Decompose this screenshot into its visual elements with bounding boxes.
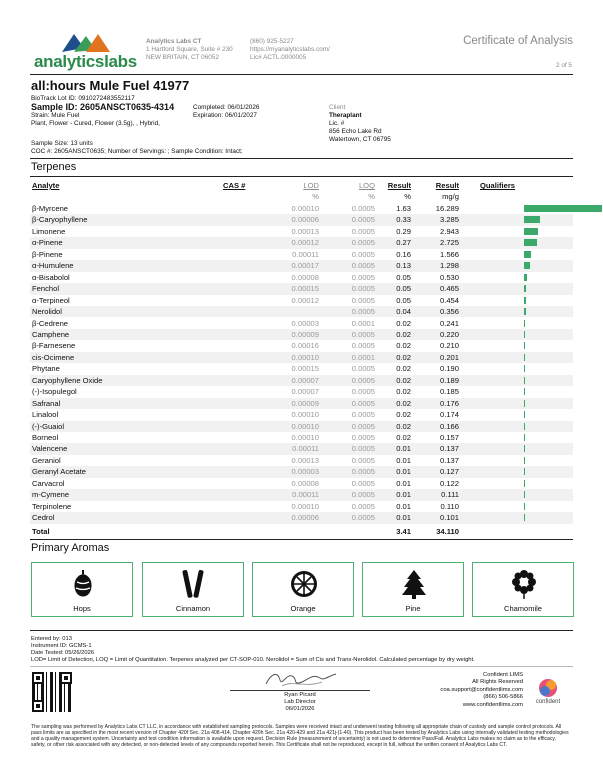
qualifier-bar: [524, 228, 538, 235]
loq-value: 0.0005: [351, 478, 375, 488]
aroma-card-orange: [252, 562, 354, 617]
total-mg: 34.110: [436, 527, 459, 536]
analyte-name: α-Pinene: [32, 238, 63, 248]
loq-value: 0.0005: [351, 272, 375, 282]
document-title: Certificate of Analysis: [463, 35, 573, 47]
qualifier-bar: [524, 239, 537, 246]
lod-value: 0.00016: [291, 341, 319, 351]
aromas-section-title: Primary Aromas: [31, 542, 110, 554]
analyte-name: β-Myrcene: [32, 204, 69, 213]
lod-value: 0.00010: [291, 501, 319, 511]
result-mg: 16.289: [435, 204, 459, 213]
result-mg: 0.174: [439, 410, 459, 420]
result-pct: 0.02: [396, 375, 411, 385]
client-label: Client: [329, 104, 346, 111]
analyte-name: Cedrol: [32, 513, 55, 523]
qualifier-bar: [524, 308, 526, 315]
qualifier-bar: [524, 480, 525, 487]
client-license: Lic. #: [329, 120, 345, 127]
hops-icon: [68, 568, 98, 600]
analyte-name: α-Humulene: [32, 261, 74, 271]
lod-value: 0.00013: [291, 226, 319, 236]
terpenes-table-header: [30, 181, 573, 203]
result-pct: 0.02: [396, 318, 411, 328]
lod-value: 0.00007: [291, 387, 319, 397]
lod-value: 0.00017: [291, 261, 319, 271]
analyte-name: Geraniol: [32, 455, 61, 465]
lod-value: 0.00009: [291, 398, 319, 408]
result-mg: 1.298: [439, 261, 459, 271]
table-row: [30, 295, 573, 306]
col-lod: LOD: [303, 181, 319, 190]
table-row: [30, 318, 573, 329]
table-row: [30, 432, 573, 443]
lab-address-line1: 1 Hartford Square, Suite # 230: [146, 46, 233, 53]
unit-result-pct: %: [404, 192, 411, 201]
lims-name: Confident LIMS: [483, 672, 523, 678]
cinnamon-icon: [179, 568, 209, 600]
lab-phone: (860) 925-5227: [250, 38, 294, 45]
result-mg: 0.189: [439, 375, 459, 385]
lod-value: 0.00015: [291, 284, 319, 294]
qualifier-bar: [524, 342, 525, 349]
analyte-name: Phytane: [32, 364, 60, 374]
aroma-card-chamomile: [472, 562, 574, 617]
analyte-name: Valencene: [32, 444, 68, 454]
table-row: [30, 386, 573, 397]
disclaimer: The sampling was performed by Analytics Labs CT LLC, in accordance with established sampling protocols. Samples were received intact and underwent testing following all appropriate chain of custody and sample control protocols. All pass limits are as specified in the most recent version of Chapter 420f Sec. 21a 408-414, Chapter 420h Sec. 21a 420-429 and 21a 421j-(1-40). This product has been tested by Analytics Labs using internally validated testing methodologies and a quality management system. Uncertainty and test condition information is available upon request. Decision Rule (measurement of uncertainty) is not used to determine Pass/Fail. Analytics Labs makes no claim as to the efficacy, safety, or other risk associated with any detected, or non-detected levels of any compounds reported herein. This Certificate shall not be reproduced, except in full, without the written consent of Analytics Labs CT.: [31, 724, 569, 748]
analyte-name: (-)-Isopulegol: [32, 387, 77, 397]
lod-value: 0.00013: [291, 455, 319, 465]
result-pct: 0.01: [396, 478, 411, 488]
qualifier-bar: [524, 320, 525, 327]
result-pct: 0.01: [396, 444, 411, 454]
result-mg: 0.210: [439, 341, 459, 351]
lab-name: Analytics Labs CT: [146, 38, 202, 45]
loq-value: 0.0005: [351, 410, 375, 420]
lod-value: 0.00011: [292, 490, 319, 500]
result-pct: 1.63: [396, 204, 411, 213]
table-row: [30, 249, 573, 260]
result-mg: 1.566: [439, 249, 459, 259]
result-mg: 0.127: [439, 467, 459, 477]
table-row: [30, 306, 573, 317]
result-mg: 0.137: [439, 455, 459, 465]
table-row: [30, 214, 573, 225]
result-mg: 2.943: [439, 226, 459, 236]
qualifier-bar: [524, 445, 525, 452]
unit-lod: %: [312, 192, 319, 201]
col-qualifiers: Qualifiers: [480, 181, 516, 190]
table-row: [30, 283, 573, 294]
table-row: [30, 340, 573, 351]
table-row: [30, 352, 573, 363]
result-mg: 0.454: [439, 295, 459, 305]
result-pct: 0.02: [396, 364, 411, 374]
result-pct: 0.04: [396, 307, 411, 317]
loq-value: 0.0005: [351, 467, 375, 477]
analyte-name: Nerolidol: [32, 307, 62, 317]
table-row: [30, 466, 573, 477]
lod-value: 0.00010: [291, 204, 319, 213]
aroma-label-hops: Hops: [73, 604, 91, 613]
aroma-label-chamomile: Chamomile: [504, 604, 542, 613]
lod-value: 0.00007: [291, 375, 319, 385]
qualifier-bar: [524, 216, 540, 223]
lod-value: 0.00011: [292, 249, 319, 259]
result-pct: 0.13: [396, 261, 411, 271]
loq-value: 0.0005: [351, 226, 375, 236]
loq-value: 0.0005: [351, 501, 375, 511]
loq-value: 0.0005: [351, 513, 375, 523]
result-mg: 0.356: [439, 307, 459, 317]
lab-address-line2: NEW BRITAIN, CT 06052: [146, 54, 219, 61]
table-row: [30, 478, 573, 489]
loq-value: 0.0005: [351, 455, 375, 465]
analyte-name: Caryophyllene Oxide: [32, 375, 103, 385]
lod-value: 0.00011: [292, 444, 319, 454]
lod-value: 0.00015: [291, 364, 319, 374]
result-pct: 0.02: [396, 352, 411, 362]
loq-value: 0.0005: [351, 364, 375, 374]
loq-value: 0.0005: [351, 341, 375, 351]
result-mg: 0.110: [440, 501, 459, 511]
result-mg: 0.176: [439, 398, 459, 408]
lod-value: 0.00006: [291, 215, 319, 225]
total-label: Total: [32, 527, 50, 536]
result-mg: 0.166: [439, 421, 459, 431]
loq-value: 0.0005: [351, 433, 375, 442]
result-pct: 0.02: [396, 410, 411, 420]
lims-email[interactable]: coa.support@confidentlims.com: [440, 686, 523, 693]
result-pct: 0.01: [396, 513, 411, 523]
qualifier-bar: [524, 285, 526, 292]
qualifier-bar: [524, 274, 527, 281]
lab-website[interactable]: https://myanalyticslabs.com/: [250, 46, 330, 53]
table-row: [30, 237, 573, 248]
signer-date: 06/01/2026: [285, 705, 315, 712]
confident-logo-icon: [538, 678, 558, 698]
col-result-pct: Result: [387, 181, 411, 190]
page-number: 2 of 5: [556, 62, 572, 69]
pine-icon: [399, 568, 429, 600]
loq-value: 0.0005: [351, 238, 375, 248]
result-pct: 0.02: [396, 329, 411, 339]
result-pct: 0.02: [396, 433, 411, 442]
lod-value: 0.00010: [291, 410, 319, 420]
qualifier-bar: [524, 297, 526, 304]
loq-value: 0.0005: [351, 387, 375, 397]
result-pct: 0.02: [396, 387, 411, 397]
lod-value: 0.00006: [291, 513, 319, 523]
loq-value: 0.0005: [351, 421, 375, 431]
qualifier-bar: [524, 251, 531, 258]
terpenes-total-row: [30, 526, 573, 538]
unit-loq: %: [368, 192, 375, 201]
analyte-name: Carvacrol: [32, 478, 65, 488]
result-pct: 0.01: [396, 501, 411, 511]
date-tested: Date Tested: 05/26/2026: [31, 650, 95, 656]
total-pct: 3.41: [396, 527, 411, 536]
result-pct: 0.02: [396, 421, 411, 431]
result-pct: 0.01: [396, 467, 411, 477]
col-analyte: Analyte: [32, 181, 60, 190]
result-pct: 0.27: [396, 238, 411, 248]
orange-icon: [289, 568, 319, 600]
lod-note: LOD= Limit of Detection, LOQ = Limit of Quantitation. Terpenes analyzed per CT-SOP-010. Nerolidol = Sum of Cis and Trans-Nerolidol. Calculated percentage by dry weight.: [31, 657, 475, 663]
analyte-name: β-Cedrene: [32, 318, 69, 328]
table-row: [30, 512, 573, 523]
product-type: Plant, Flower - Cured, Flower (3.5g), , Hybrid,: [31, 120, 160, 127]
signer-name: Ryan Picard: [284, 692, 316, 698]
analyte-name: Fenchol: [32, 284, 60, 294]
result-pct: 0.02: [396, 341, 411, 351]
result-mg: 3.285: [439, 215, 459, 225]
coc-info: COC #: 2605ANSCT0635; Number of Servings: ; Sample Condition: Intact;: [31, 148, 243, 155]
result-mg: 0.241: [439, 318, 459, 328]
aroma-label-cinnamon: Cinnamon: [175, 604, 211, 613]
lod-value: 0.00012: [291, 295, 319, 305]
loq-value: 0.0005: [351, 307, 375, 317]
loq-value: 0.0005: [351, 204, 375, 213]
expiration-date: Expiration: 06/01/2027: [193, 112, 257, 119]
table-row: [30, 409, 573, 420]
aroma-card-cinnamon: [142, 562, 244, 617]
result-pct: 0.02: [396, 398, 411, 408]
analyte-name: α-Bisabolol: [32, 272, 70, 282]
qualifier-bar: [524, 262, 530, 269]
qualifier-bar: [524, 434, 525, 441]
confident-logo: [528, 678, 568, 710]
lims-website[interactable]: www.confidentlims.com: [462, 701, 523, 708]
lod-value: 0.00010: [291, 433, 319, 442]
result-pct: 0.33: [396, 215, 411, 225]
analyte-name: Camphene: [32, 329, 70, 339]
qualifier-bar: [524, 354, 525, 361]
col-result-mg: Result: [435, 181, 459, 190]
client-address-line2: Watertown, CT 06795: [329, 136, 391, 143]
result-mg: 0.137: [439, 444, 459, 454]
client-name: Theraplant: [329, 112, 362, 119]
lod-value: 0.00009: [291, 329, 319, 339]
result-mg: 0.530: [439, 272, 459, 282]
biotrack-lot-id: BioTrack Lot ID: 0910272483552117: [31, 95, 135, 102]
qualifier-bar: [524, 205, 602, 212]
result-pct: 0.01: [396, 455, 411, 465]
qualifier-bar: [524, 423, 525, 430]
qualifier-bar: [524, 457, 525, 464]
result-mg: 0.201: [439, 352, 459, 362]
strain: Strain: Mule Fuel: [31, 112, 80, 119]
table-row: [30, 489, 573, 500]
loq-value: 0.0005: [351, 329, 375, 339]
loq-value: 0.0001: [351, 352, 375, 362]
aroma-card-hops: [31, 562, 133, 617]
signer-title: Lab Director: [284, 698, 316, 705]
qualifier-bar: [524, 331, 525, 338]
analyte-name: β-Caryophyllene: [32, 215, 88, 225]
result-mg: 0.122: [439, 478, 459, 488]
analyte-name: cis-Ocimene: [32, 352, 75, 362]
result-mg: 0.185: [439, 387, 459, 397]
signature-image: [262, 668, 342, 690]
loq-value: 0.0005: [351, 284, 375, 294]
analyte-name: β-Farnesene: [32, 341, 76, 351]
lod-value: 0.00008: [291, 478, 319, 488]
table-row: [30, 398, 573, 409]
unit-result-mg: mg/g: [442, 192, 459, 201]
result-mg: 0.190: [439, 364, 459, 374]
table-row: [30, 272, 573, 283]
qualifier-bar: [524, 514, 525, 521]
sample-size: Sample Size: 13 units: [31, 140, 93, 147]
instrument-id: Instrument ID: GCMS-1: [31, 643, 92, 649]
aroma-card-pine: [362, 562, 464, 617]
result-pct: 0.05: [396, 295, 411, 305]
col-loq: LOQ: [358, 181, 375, 190]
table-row: [30, 443, 573, 454]
result-pct: 0.01: [396, 490, 411, 500]
result-pct: 0.16: [396, 249, 411, 259]
lod-value: 0.00003: [291, 318, 319, 328]
loq-value: 0.0005: [351, 398, 375, 408]
qualifier-bar: [524, 400, 525, 407]
loq-value: 0.0005: [351, 215, 375, 225]
qualifier-bar: [524, 377, 525, 384]
analyte-name: Safranal: [32, 398, 61, 408]
result-mg: 0.101: [439, 513, 459, 523]
lod-value: 0.00010: [291, 421, 319, 431]
col-cas: CAS #: [223, 181, 246, 190]
table-row: [30, 455, 573, 466]
aroma-label-orange: Orange: [290, 604, 316, 613]
analyte-name: Limonene: [32, 226, 66, 236]
lod-value: 0.00003: [291, 467, 319, 477]
qualifier-bar: [524, 503, 525, 510]
qr-code[interactable]: [32, 672, 72, 712]
chamomile-icon: [509, 568, 539, 600]
analyte-name: Terpinolene: [32, 501, 72, 511]
terpenes-section-title: Terpenes: [31, 161, 77, 173]
result-mg: 0.220: [439, 329, 459, 339]
loq-value: 0.0001: [351, 318, 375, 328]
table-row: [30, 260, 573, 271]
loq-value: 0.0005: [351, 444, 375, 454]
loq-value: 0.0005: [351, 249, 375, 259]
client-address-line1: 856 Echo Lake Rd: [329, 128, 382, 135]
result-mg: 2.725: [439, 238, 459, 248]
qualifier-bar: [524, 491, 525, 498]
analyte-name: (-)-Guaiol: [32, 421, 65, 431]
result-mg: 0.111: [441, 490, 459, 500]
analyte-name: β-Pinene: [32, 249, 63, 259]
completed-date: Completed: 06/01/2026: [193, 104, 260, 111]
loq-value: 0.0005: [351, 295, 375, 305]
loq-value: 0.0005: [351, 490, 375, 500]
product-name: all:hours Mule Fuel 41977: [31, 78, 190, 93]
analyte-name: Geranyl Acetate: [32, 467, 87, 477]
loq-value: 0.0005: [351, 375, 375, 385]
confident-logo-text: confident: [535, 699, 561, 705]
table-row: [30, 203, 573, 214]
table-row: [30, 363, 573, 374]
lod-value: 0.00012: [291, 238, 319, 248]
table-row: [30, 421, 573, 432]
table-row: [30, 226, 573, 237]
analyte-name: m-Cymene: [32, 490, 70, 500]
qualifier-bar: [524, 365, 525, 372]
aroma-label-pine: Pine: [405, 604, 421, 613]
qualifier-bar: [524, 388, 525, 395]
company-logo: [34, 30, 137, 72]
analyte-name: Borneol: [32, 433, 59, 442]
lims-phone: (866) 506-5866: [483, 694, 523, 701]
table-row: [30, 501, 573, 512]
table-row: [30, 329, 573, 340]
sample-id: Sample ID: 2605ANSCT0635-4314: [31, 102, 175, 112]
result-mg: 0.465: [439, 284, 459, 294]
result-pct: 0.05: [396, 284, 411, 294]
lod-value: 0.00010: [291, 352, 319, 362]
qualifier-bar: [524, 468, 525, 475]
result-mg: 0.157: [439, 433, 459, 442]
lab-license: Lic# ACTL.0000005: [250, 54, 307, 61]
result-pct: 0.05: [396, 272, 411, 282]
analyte-name: Linalool: [32, 410, 59, 420]
entered-by: Entered by: 013: [31, 636, 72, 642]
lod-value: 0.00008: [291, 272, 319, 282]
logo-mountains-icon: [34, 30, 134, 54]
analyte-name: α-Terpineol: [32, 295, 70, 305]
lims-rights: All Rights Reserved: [472, 679, 523, 686]
loq-value: 0.0005: [351, 261, 375, 271]
table-row: [30, 375, 573, 386]
logo-text: analyticslabs: [34, 52, 137, 71]
result-pct: 0.29: [396, 226, 411, 236]
qualifier-bar: [524, 411, 525, 418]
